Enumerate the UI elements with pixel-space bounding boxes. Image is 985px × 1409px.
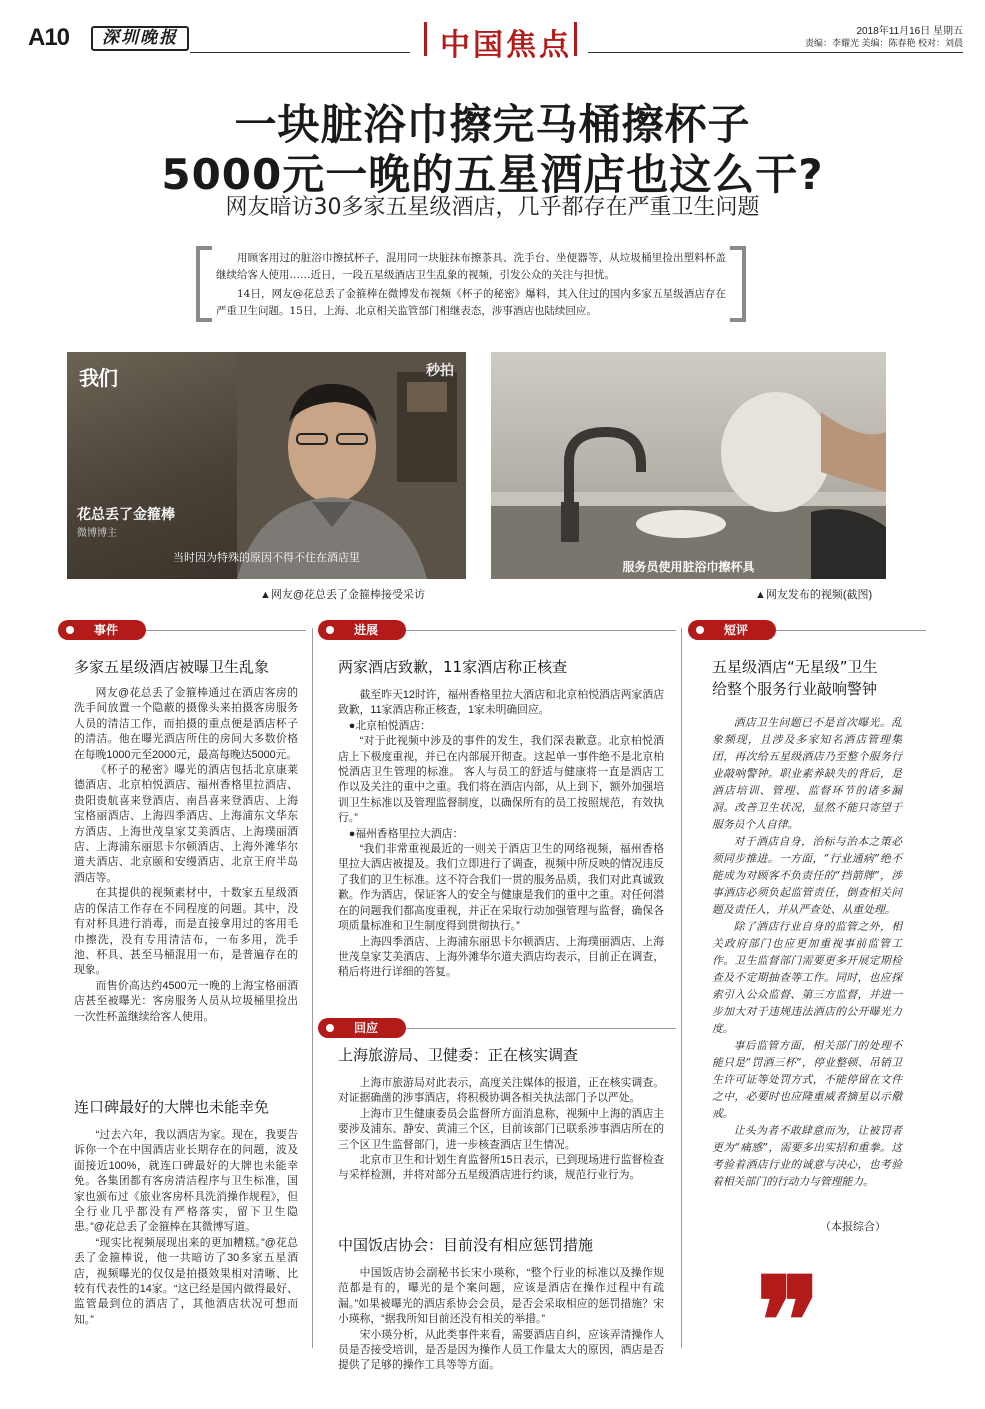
lead-bracket-left — [196, 246, 212, 322]
colA-paragraph-4: 而售价高达约4500元一晚的上海宝格丽酒店甚至被曝光：客房服务人员从垃圾桶里捡出一次性杯盖继续给客人使用。 — [74, 979, 298, 1023]
colC-signoff: （本报综合） — [820, 1221, 886, 1233]
paper-logo: 深圳晚报 — [91, 26, 189, 51]
colC-body — [712, 714, 902, 1190]
tag-commentary-rule — [776, 630, 926, 631]
section-title: 中国焦点 — [440, 28, 572, 63]
colC-title-1: 五星级酒店“无星级”卫生 — [712, 658, 878, 676]
interview-subtitle: 当时因为特殊的原因不得不住在酒店里 — [173, 551, 360, 564]
colB-paragraph-1: 截至昨天12时许，福州香格里拉大酒店和北京柏悦酒店两家酒店致歉，11家酒店称正核查，1家未明确回应。 — [338, 689, 664, 717]
colC-paragraph-1: 酒店卫生问题已不是首次曝光。乱象频现，且涉及多家知名酒店管理集团，再次给五星级酒店乃至整个服务行业敲响警钟。职业素养缺失的背后，是酒店培训、管理、监督环节的诸多漏洞。改善卫生状况，显然不能只寄望于服务员个人自律。 — [712, 716, 902, 831]
colC-paragraph-2: 对于酒店自身，治标与治本之策必须同步推进。一方面，“行业通病”绝不能成为对顾客不负责任的“挡箭牌”，涉事酒店必须负起监管责任，倒查相关问题及责任人，并从严查处、从重处理。 — [712, 835, 902, 916]
headline-line-1: 一块脏浴巾擦完马桶擦杯子 — [234, 100, 751, 149]
colB-body-3 — [338, 1266, 664, 1374]
channel-logo: 我们 — [79, 368, 117, 390]
colB-paragraph-6: 上海市卫生健康委员会监督所方面消息称，视频中上海的酒店主要涉及浦东、静安、黄浦三个区，目前该部门已联系涉事酒店所在的三个区卫生监督部门，进一步核查酒店卫生情况。 — [338, 1107, 664, 1151]
colB-paragraph-7: 北京市卫生和计划生育监督所15日表示，已到现场进行监督检查与采样检测，并将对部分五星级酒店进行约谈，规范行业行为。 — [338, 1154, 664, 1182]
tag-progress: 进展 — [318, 620, 406, 640]
colA-body-1 — [74, 686, 298, 1025]
photo-caption-left: ▲网友@花总丢了金箍棒接受采访 — [260, 589, 426, 601]
colB-paragraph-5: 上海市旅游局对此表示，高度关注媒体的报道，正在核实调查。对证据确凿的涉事酒店，将积极协调各相关执法部门予以严处。 — [338, 1077, 664, 1105]
colB-paragraph-8: 中国饭店协会副秘书长宋小瑛称，“整个行业的标准以及操作规范都是有的，曝光的是个案问题，应该是酒店在操作过程中有疏漏。”如果被曝光的酒店系协会会员，是否会采取相应的惩罚措施？宋小瑛称，“据我所知目前还没有相关的举措。” — [338, 1267, 664, 1326]
name-tag: 花总丢了金箍棒 — [77, 507, 175, 523]
quote-mark-icon: ❞ — [756, 1251, 821, 1392]
colB-subhead-2: 上海旅游局、卫健委：正在核实调查 — [338, 1046, 579, 1064]
lead-paragraph-1: 用顾客用过的脏浴巾擦拭杯子，混用同一块脏抹布擦茶具、洗手台、坐便器等，从垃圾桶里捡出塑料杯盖继续给客人使用……近日，一段五星级酒店卫生乱象的视频，引发公众的关注与担忧。 — [216, 252, 726, 281]
interview-scene — [67, 352, 466, 579]
colC-title-2: 给整个服务行业敲响警钟 — [712, 680, 878, 698]
colB-subhead-1: 两家酒店致歉，11家酒店称正核查 — [338, 658, 568, 676]
section-bar-right — [574, 22, 577, 56]
colC-paragraph-5: 让头为者不敢肆意而为，让被罚者更为“痛感”，需要多出实招和重拳。这考验着酒店行业的诚意与决心，也考验着相关部门的行动力与管理能力。 — [712, 1124, 902, 1188]
masthead — [28, 18, 963, 63]
issue-date: 2018年11月16日 星期五 — [856, 26, 963, 37]
lead-bracket-right — [730, 246, 746, 322]
video-subtitle: 服务员使用脏浴巾擦杯具 — [622, 560, 755, 574]
photo-caption-right: ▲网友发布的视频(截图) — [755, 589, 873, 601]
colA-paragraph-3: 在其提供的视频素材中，十数家五星级酒店的保洁工作存在不同程度的问题。其中，没有对杯具进行消毒，而是直接拿用过的客用毛巾擦洗，没有专用清洁布，一布多用，洗手池、杯具、甚至马桶混用一布，是普遍存在的现象。 — [74, 887, 298, 977]
headline-subtitle: 网友暗访30多家五星级酒店，几乎都存在严重卫生问题 — [225, 195, 760, 220]
colB-bullet-2: ●福州香格里拉大酒店： — [348, 827, 464, 840]
colA-subhead-1: 多家五星级酒店被曝卫生乱象 — [74, 658, 270, 676]
colB-paragraph-3: “我们非常重视最近的一则关于酒店卫生的网络视频，福州香格里拉大酒店被提及。我们立即进行了调查，视频中所反映的情况违反了我们的卫生标准。这不符合我们一贯的服务品质，我们对此真诚致歉。作为酒店，保证客人的安全与健康是我们的重中之重。对任何潜在的问题我们都高度重视，并正在采取行动加强管理与监督，确保各项质量标准和卫生制度得到贯彻执行。” — [338, 843, 664, 933]
colA-paragraph-2: 《杯子的秘密》曝光的酒店包括北京康莱德酒店、北京柏悦酒店、福州香格里拉酒店、贵阳贵航喜来登酒店、南昌喜来登酒店、上海宝格丽酒店、上海四季酒店、上海浦东文华东方酒店、上海世茂皇家艾美酒店、上海璞丽酒店、上海浦东丽思卡尔顿酒店、上海外滩华尔道夫酒店、北京颐和安缦酒店、北京王府半岛酒店等。 — [74, 764, 298, 884]
page-number: A10 — [28, 24, 70, 51]
colB-paragraph-4: 上海四季酒店、上海浦东丽思卡尔顿酒店、上海璞丽酒店、上海世茂皇家艾美酒店、上海外滩华尔道夫酒店均表示，目前正在调查，稍后将进行详细的答复。 — [338, 935, 664, 979]
tag-commentary: 短评 — [688, 620, 776, 640]
editor-credit: 责编：李耀光 美编：陈春艳 校对：刘晨 — [804, 38, 963, 48]
video-watermark: 秒拍 — [426, 362, 454, 378]
colC-paragraph-4: 事后监管方面，相关部门的处理不能只是“罚酒三杯”，停业整顿、吊销卫生许可证等处罚方式，不能停留在文件之中，必要时也应隆重威者摘星以示儆戒。 — [712, 1039, 902, 1120]
colA-paragraph-5: “过去六年，我以酒店为家。现在，我要告诉你一个在中国酒店业长期存在的问题，波及面接近100%，就连口碑最好的大牌也未能幸免。各集团都有客房清洁程序与卫生标准，国家也颁布过《旅业客房杯具洗消操作规程》，但全行业几乎都没有严格落实，留下卫生隐患。”@花总丢了金箍棒在其微博写道。 — [74, 1129, 298, 1234]
tag-response: 回应 — [318, 1018, 406, 1038]
colB-bullet-1: ●北京柏悦酒店： — [348, 719, 431, 732]
colA-paragraph-6: “现实比视频展现出来的更加糟糕。”@花总丢了金箍棒说，他一共暗访了30多家五星酒店，视频曝光的仅仅是拍摄效果相对清晰、比较有代表性的14家。“这已经是国内做得最好、监管最到位的酒店了，其他酒店状况可想而知。” — [74, 1236, 298, 1326]
colB-subhead-3: 中国饭店协会：目前没有相应惩罚措施 — [338, 1236, 594, 1254]
tag-progress-rule — [406, 630, 676, 631]
role-tag: 微博博主 — [77, 528, 117, 539]
lead-paragraph-2: 14日，网友@花总丢了金箍棒在微博发布视频《杯子的秘密》爆料，其入住过的国内多家五星级酒店存在严重卫生问题。15日，上海、北京相关监管部门相继表态，涉事酒店也陆续回应。 — [216, 288, 726, 317]
lead-box — [196, 246, 746, 322]
colA-paragraph-1: 网友@花总丢了金箍棒通过在酒店客房的洗手间放置一个隐蔽的摄像头来拍摄客房服务人员的清洁工作，而拍摄的重点便是酒店杯子的清洁。他在曝光酒店所住的房间大多数价格在每晚1000元至2000元，最高每晚达5000元。 — [74, 687, 298, 761]
column-divider-1 — [312, 628, 313, 1348]
tag-event-rule — [146, 630, 306, 631]
interview-photo — [67, 352, 466, 579]
colC-paragraph-3: 除了酒店行业自身的监管之外，相关政府部门也应更加重视事前监管工作。卫生监督部门需要更多开展定期检查及不定期抽查等工作。同时，也应探索引入公众监督、第三方监督，并进一步加大对于违规违法酒店的公开曝光力度。 — [712, 920, 902, 1035]
tag-event: 事件 — [58, 620, 146, 640]
faucet-scene — [491, 352, 886, 579]
column-divider-2 — [681, 628, 682, 1348]
headline-line-2: 5000元一晚的五星酒店也这么干? — [161, 150, 824, 199]
colA-body-2 — [74, 1128, 298, 1328]
colA-subhead-2: 连口碑最好的大牌也未能幸免 — [74, 1098, 270, 1116]
colB-paragraph-2: “对于此视频中涉及的事件的发生，我们深表歉意。北京柏悦酒店上下极度重视，并已在内部展开彻查。这起单一事件绝不是北京柏悦酒店卫生管理的标准。 客人与员工的舒适与健康将一直是酒店工作以及关注的重中之重。我们将在酒店内部，从上到下，额外加强培训卫生标准以及管理监督制度，以确保所有的员工按照规范，有效执行。” — [338, 735, 664, 825]
video-still-photo — [491, 352, 886, 579]
tag-response-rule — [406, 1028, 676, 1029]
masthead-rule-left — [190, 52, 410, 53]
masthead-rule-right — [588, 52, 963, 53]
colB-body-2 — [338, 1076, 664, 1184]
colB-paragraph-9: 宋小瑛分析，从此类事件来看，需要酒店自纠，应该弄清操作人员是否接受培训，是否是因为操作人员工作量太大的原因，酒店是否提供了足够的操作工具等等方面。 — [338, 1328, 664, 1372]
section-bar-left — [424, 22, 427, 56]
colB-body-1 — [338, 688, 664, 981]
